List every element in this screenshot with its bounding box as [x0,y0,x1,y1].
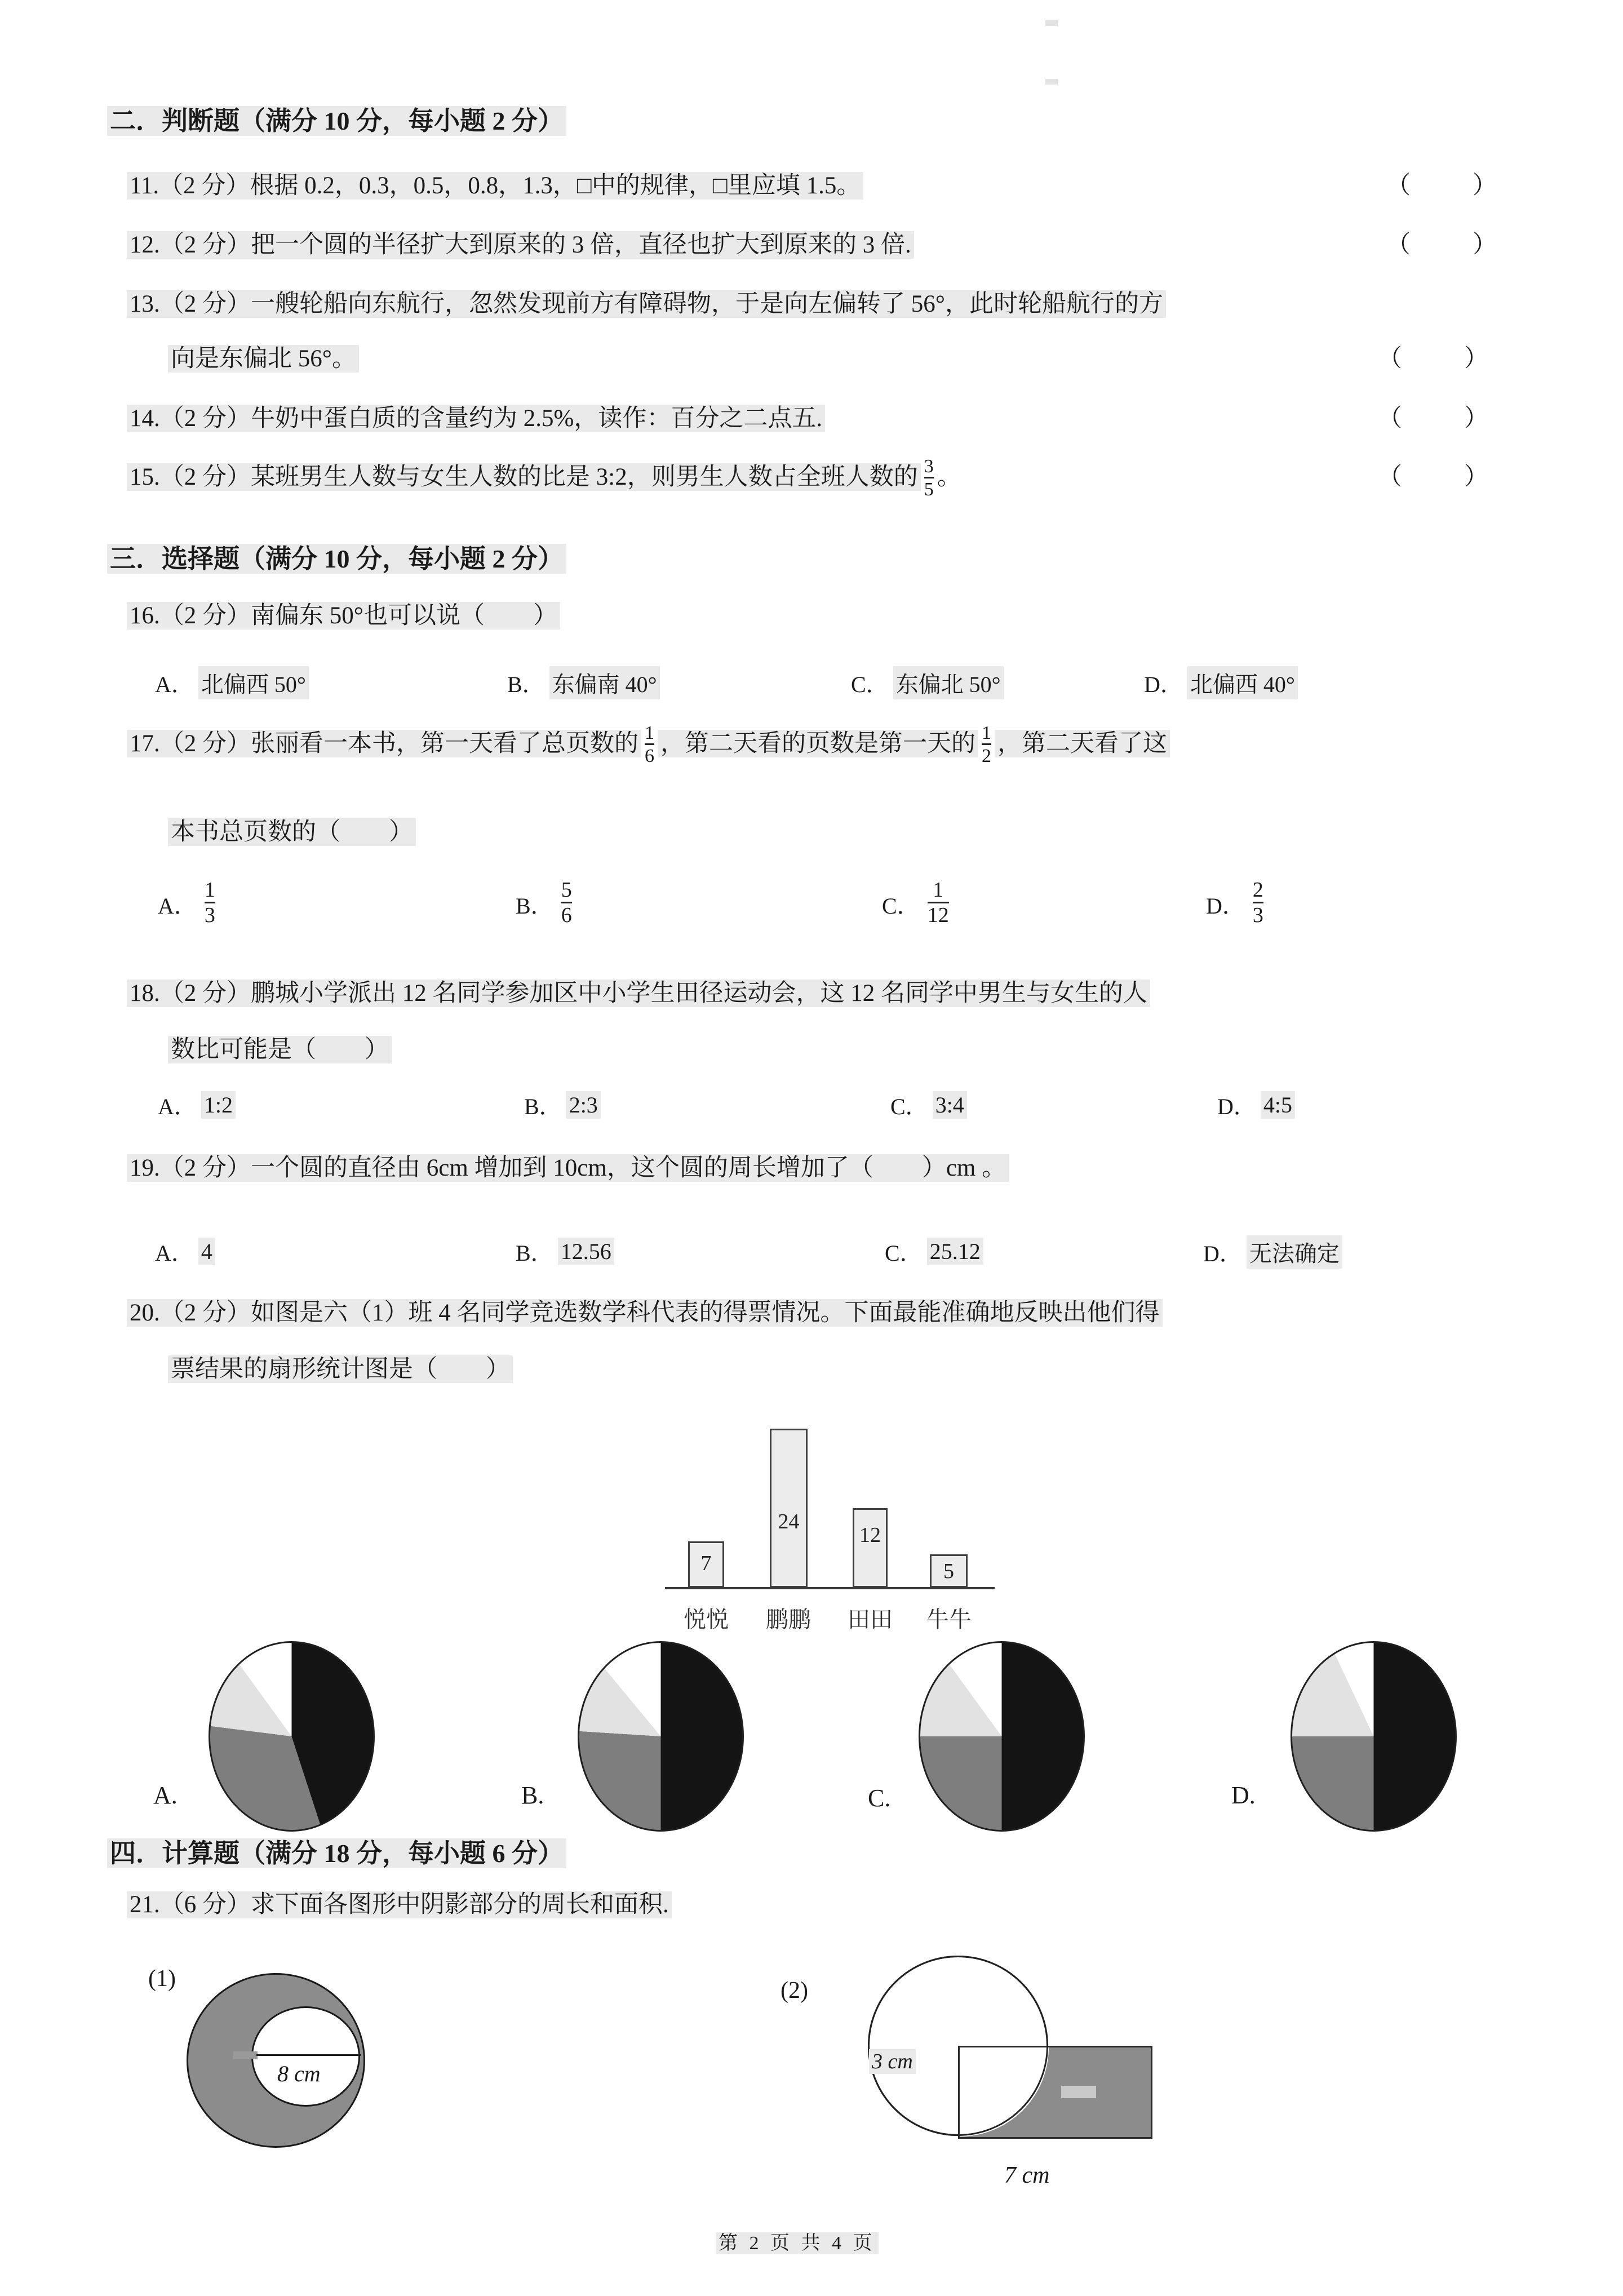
question-13-answer-bracket: （ ） [1378,345,1493,372]
question-21 [127,1885,672,1920]
fraction-denominator: 2 [982,743,991,766]
fraction-numerator: 5 [561,878,572,902]
option-letter: A． [158,1094,197,1119]
q18-option-c [890,1089,967,1121]
option-letter: A． [158,893,197,919]
bar-label-pengpeng: 鹏鹏 [766,1607,811,1632]
question-19-text: 19.（2 分）一个圆的直径由 6cm 增加到 10cm，这个圆的周长增加了（ ）cm 。 [127,1154,1009,1182]
option-text: 2:3 [566,1091,601,1119]
option-letter: D． [1206,893,1245,919]
q17-option-a [158,880,219,928]
page-number-text: 第 2 页 共 4 页 [716,2232,879,2254]
q17-option-b [516,880,575,928]
bar-value-yueyue: 7 [700,1552,712,1575]
question-17-text-3: ，第二天看了这 [995,730,1170,757]
option-letter: C． [882,893,920,919]
question-14-answer-bracket: （ ） [1378,405,1493,432]
question-20-text-1: 20.（2 分）如图是六（1）班 4 名同学竞选数学科代表的得票情况。下面最能准确地反映出他们得 [127,1299,1163,1327]
pie-label-c: C. [868,1784,891,1812]
question-11-text: 11.（2 分）根据 0.2，0.3，0.5，0.8，1.3，□中的规律，□里应填 1.5。 [127,172,863,200]
pie-option-a [209,1641,375,1832]
question-13-text-1: 13.（2 分）一艘轮船向东航行，忽然发现前方有障碍物，于是向左偏转了 56°，此时轮船航行的方 [127,290,1166,318]
bar-label-tiantian: 田田 [848,1607,893,1632]
question-17-text-4: 本书总页数的（ ） [168,818,416,846]
scan-artifact [1045,79,1058,85]
figure-1-label: (1) [148,1966,176,1992]
option-letter: D． [1217,1094,1256,1119]
q17-option-c [882,880,952,928]
option-text: 12.56 [558,1238,614,1265]
question-20-line2 [168,1350,513,1384]
option-text: 1:2 [201,1091,236,1119]
bar-value-pengpeng: 24 [778,1510,800,1533]
bar-tiantian [853,1508,888,1588]
q18-option-a [158,1089,236,1121]
question-20-line1 [127,1293,1163,1328]
question-11 [127,166,863,201]
fraction-numerator: 3 [924,456,934,477]
fraction-denominator: 3 [205,902,215,927]
question-18-line2 [168,1030,392,1065]
q17-option-d [1206,880,1267,928]
q18-option-b [524,1089,601,1121]
question-19 [127,1149,1009,1183]
option-letter: B． [524,1094,562,1119]
question-13-line1 [127,285,1166,319]
q19-option-c [885,1235,983,1267]
option-letter: C． [885,1240,923,1266]
figure-2-circle-outline [868,1956,1048,2136]
question-14 [127,399,825,433]
pie-option-d [1291,1641,1457,1832]
figure-1-diameter-line [256,2054,361,2056]
option-letter: D． [1203,1241,1242,1266]
option-text: 东偏南 40° [549,666,660,699]
bar-pengpeng [770,1429,808,1588]
pie-label-d: D. [1231,1781,1256,1809]
pie-label-a: A. [153,1781,178,1809]
question-13-text-2: 向是东偏北 56°。 [168,345,359,373]
option-text: 4 [198,1238,215,1265]
fraction-numerator: 1 [982,723,991,743]
question-14-text: 14.（2 分）牛奶中蛋白质的含量约为 2.5%，读作：百分之二点五. [127,405,825,432]
option-letter: C． [851,672,889,697]
option-letter: D． [1144,672,1183,697]
fraction-denominator: 6 [561,902,572,927]
option-fraction [561,879,572,927]
bar-chart [665,1420,995,1589]
figure-1-inner-circle [251,2006,360,2107]
fraction-numerator: 1 [204,878,215,902]
q16-option-a [155,666,309,699]
section-2-heading [107,100,566,138]
section-4-heading [107,1833,566,1870]
option-text: 北偏西 40° [1187,666,1298,699]
figure-1-pointer-mark [233,2051,258,2059]
option-fraction [928,879,949,927]
option-letter: C． [890,1094,928,1119]
fraction-numerator: 2 [1252,878,1263,902]
fraction-3-5 [924,456,934,499]
option-text: 无法确定 [1247,1235,1342,1269]
figure-2-width-dimension: 7 cm [1004,2162,1050,2188]
question-18-text-1: 18.（2 分）鹏城小学派出 12 名同学参加区中小学生田径运动会，这 12 名同学中男生与女生的人 [127,979,1150,1007]
question-18-text-2: 数比可能是（ ） [168,1036,392,1063]
question-12-text: 12.（2 分）把一个圆的半径扩大到原来的 3 倍，直径也扩大到原来的 3 倍. [127,231,914,259]
question-17-text-2: ，第二天看的页数是第一天的 [658,730,978,757]
option-text: 北偏西 50° [198,666,309,699]
option-letter: A． [155,672,194,697]
option-letter: B． [507,672,545,697]
option-text: 东偏北 50° [893,666,1004,699]
question-21-text: 21.（6 分）求下面各图形中阴影部分的周长和面积. [127,1891,672,1918]
question-17-line2 [168,813,416,847]
option-text: 3:4 [933,1091,967,1119]
fraction-1-6 [645,723,654,766]
option-text: 4:5 [1261,1091,1295,1119]
bar-label-yueyue: 悦悦 [684,1607,729,1632]
option-letter: A． [155,1240,194,1266]
q16-option-d [1144,666,1298,699]
section-4-title: 四．计算题（满分 18 分，每小题 6 分） [107,1838,566,1868]
question-12 [127,225,914,260]
option-letter: B． [516,893,553,919]
figure-2-radius-dimension [869,2049,916,2074]
question-15-text: 15.（2 分）某班男生人数与女生人数的比是 3:2，则男生人数占全班人数的 [127,463,921,491]
section-3-title: 三．选择题（满分 10 分，每小题 2 分） [107,544,566,574]
pie-label-b: B. [521,1781,544,1809]
question-16 [127,596,560,631]
q19-option-b [516,1235,614,1267]
scan-artifact [1061,2086,1096,2098]
question-13-line2 [168,339,359,374]
fraction-denominator: 3 [1253,902,1263,927]
page-footer [716,2227,879,2255]
pie-option-b [578,1641,744,1832]
question-12-answer-bracket: （ ） [1386,232,1501,258]
fraction-denominator: 12 [928,902,949,927]
section-2-title: 二．判断题（满分 10 分，每小题 2 分） [107,106,566,136]
bar-value-tiantian: 12 [859,1523,881,1547]
question-20-text-2: 票结果的扇形统计图是（ ） [168,1355,513,1383]
bar-value-niuniu: 5 [943,1559,954,1583]
question-17-text-1: 17.（2 分）张丽看一本书，第一天看了总页数的 [127,730,641,757]
question-11-answer-bracket: （ ） [1386,172,1501,199]
fraction-numerator: 1 [933,878,944,902]
bar-label-niuniu: 牛牛 [926,1607,972,1632]
question-15 [127,458,961,500]
q16-option-c [851,666,1004,699]
pie-option-c [919,1641,1085,1832]
figure-2-radius-text: 3 cm [869,2049,916,2074]
q18-option-d [1217,1089,1295,1121]
scan-artifact [1045,20,1058,26]
question-16-text: 16.（2 分）南偏东 50°也可以说（ ） [127,602,560,630]
q19-option-a [155,1235,215,1267]
x-axis [665,1587,995,1589]
q16-option-b [507,666,660,699]
question-15-answer-bracket: （ ） [1378,464,1493,490]
option-letter: B． [516,1240,553,1266]
fraction-1-2 [982,723,991,766]
question-18-line1 [127,974,1150,1008]
question-15-period: 。 [937,464,961,491]
option-text: 25.12 [927,1238,983,1265]
fraction-denominator: 6 [645,743,654,766]
q19-option-d [1203,1235,1342,1269]
question-17-line1 [127,724,1170,767]
fraction-denominator: 5 [924,477,934,500]
fraction-numerator: 1 [645,723,654,743]
option-fraction [205,879,215,927]
figure-2-label: (2) [781,1978,808,2004]
figure-1-dimension: 8 cm [277,2061,321,2086]
option-fraction [1253,879,1263,927]
section-3-heading [107,538,566,575]
